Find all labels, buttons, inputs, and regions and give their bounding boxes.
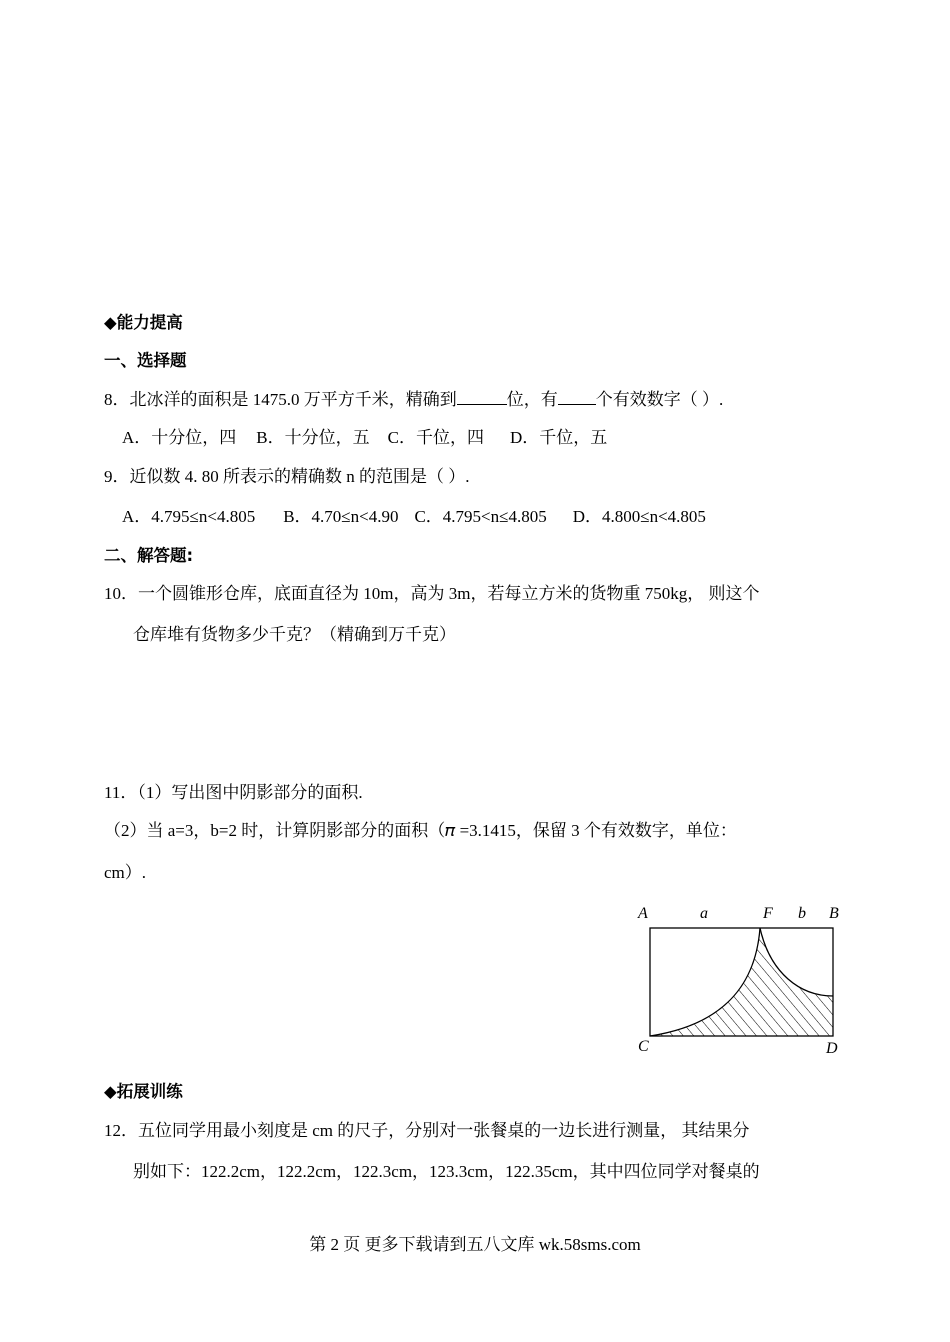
q12-line-1: 12．五位同学用最小刻度是 cm 的尺子，分别对一张餐桌的一边长进行测量， 其结果分 (104, 1121, 750, 1140)
label-F: F (763, 905, 773, 922)
label-A: A (638, 905, 648, 922)
q12-line-2: 别如下：122.2cm，122.2cm，122.3cm，123.3cm，122.35cm，其中四位同学对餐桌的 (133, 1162, 760, 1181)
q8-suffix: 个有效数字（ ）. (595, 390, 724, 409)
q11-line-1: 11．（1）写出图中阴影部分的面积. (104, 783, 363, 802)
q8-option-d: D．千位，五 (509, 428, 608, 447)
q8-prefix: 8．北冰洋的面积是 1475.0 万平方千米，精确到 (104, 390, 457, 409)
section-ability-heading: ◆能力提高 (104, 313, 183, 332)
q9-option-c: C．4.795<n≤4.805 (414, 507, 547, 526)
label-B: B (829, 905, 839, 922)
q8-option-b: B．十分位，五 (256, 428, 370, 447)
q9-option-a: A．4.795≤n<4.805 (122, 507, 256, 526)
q10-line-2: 仓库堆有货物多少千克？（精确到万千克） (133, 625, 456, 644)
label-C: C (638, 1038, 649, 1055)
page-footer: 第 2 页 更多下载请到五八文库 wk.58sms.com (309, 1235, 641, 1254)
label-a: a (700, 905, 708, 922)
q8-blank-1 (457, 388, 507, 405)
q8-option-a: A．十分位，四 (122, 428, 237, 447)
q8-option-c: C．千位，四 (387, 428, 484, 447)
q8-blank-2 (558, 388, 596, 405)
q11-line-3: cm）. (104, 863, 147, 882)
question-9: 9．近似数 4. 80 所表示的精确数 n 的范围是（ ）. (104, 467, 470, 486)
section-extend-heading: ◆拓展训练 (104, 1082, 183, 1101)
label-D: D (826, 1040, 838, 1057)
shaded-area-figure (630, 898, 855, 1063)
shaded-region (650, 928, 833, 1036)
question-8 (104, 388, 723, 411)
label-b: b (798, 905, 806, 922)
q8-options (122, 427, 621, 449)
q8-mid: 位，有 (506, 390, 558, 409)
q11-line-2: （2）当 a=3，b=2 时，计算阴影部分的面积（𝜋 =3.1415，保留 3 个有效数字，单位： (104, 821, 737, 840)
q9-option-d: D．4.800≤n<4.805 (572, 507, 706, 526)
part2-title: 二、解答题: (104, 546, 194, 565)
q10-line-1: 10．一个圆锥形仓库，底面直径为 10m，高为 3m，若每立方米的货物重 750kg， 则这个 (104, 584, 760, 603)
part1-title: 一、选择题 (104, 351, 187, 370)
q9-options (122, 506, 720, 528)
q9-option-b: B．4.70≤n<4.90 (283, 507, 399, 526)
